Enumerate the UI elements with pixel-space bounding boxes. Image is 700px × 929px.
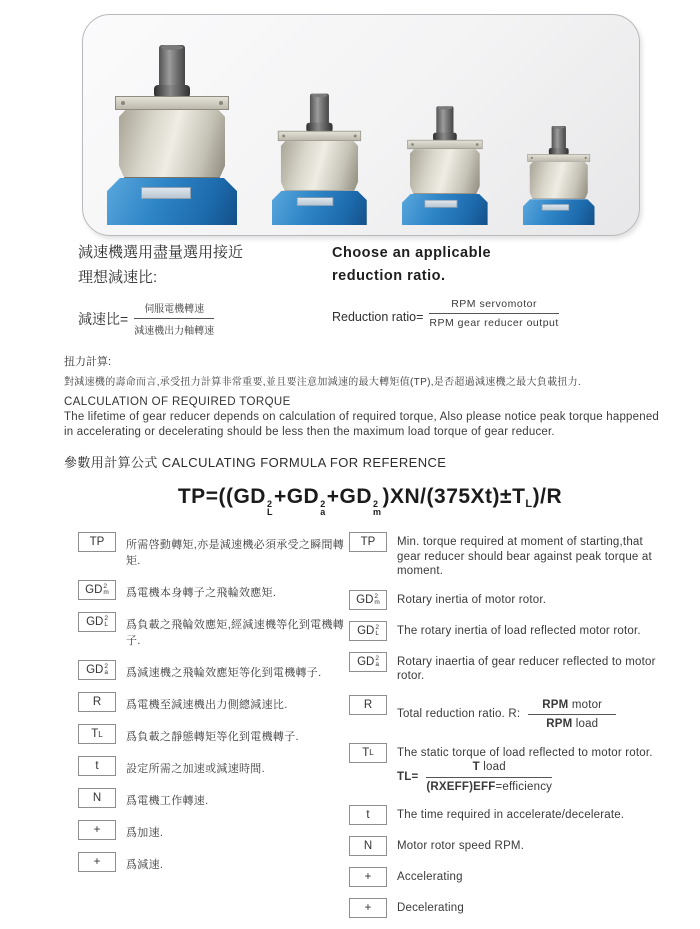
- definition-text-line: 爲電機本身轉子之飛輪效應矩.: [126, 587, 277, 599]
- formula-sup: 2: [373, 499, 379, 509]
- symbol-base: N: [363, 840, 373, 852]
- nameplate-label: [542, 204, 570, 211]
- definition-text: [397, 805, 624, 823]
- gear-reducer-image: [272, 94, 367, 225]
- definition-row: [349, 590, 669, 610]
- symbol-box: [78, 532, 116, 552]
- formula-segment: RPM: [542, 698, 569, 711]
- inline-fraction-line: [397, 698, 616, 732]
- definition-text-line: 所需啓動轉矩,亦是減速機必須承受之瞬間轉矩.: [126, 539, 345, 567]
- symbol-subscript: L: [98, 729, 103, 739]
- fraction-lead-text: Total reduction ratio. R:: [397, 708, 521, 721]
- symbol-box: [78, 756, 116, 776]
- formula-supsub: [373, 500, 382, 516]
- symbol-supsub: [375, 625, 379, 637]
- definition-row: [349, 867, 669, 887]
- torque-body-en: The lifetime of gear reducer depends on calculation of required torque, Also please notice peak torque happened in accelerating or decelerating should be less then the maximum load torque of gear reducer.: [64, 411, 660, 438]
- definition-text-line: The static torque of load reflected to motor rotor.: [397, 746, 653, 759]
- definition-row: [349, 621, 669, 641]
- ratio-formula-zh: [78, 300, 294, 337]
- symbol-box: [349, 621, 387, 641]
- formula-segment: (RXEFF)EFF: [426, 780, 496, 793]
- symbol-base: GD: [86, 616, 104, 628]
- ratio-numerator-en: RPM servomotor: [429, 298, 558, 314]
- symbol-base: N: [92, 792, 102, 804]
- definition-text: [126, 820, 163, 840]
- mounting-flange: [115, 96, 229, 110]
- product-photo-panel: [82, 14, 640, 236]
- ratio-formula-en: [332, 298, 559, 329]
- torque-title-en: CALCULATION OF REQUIRED TORQUE: [64, 396, 291, 408]
- definition-text: [126, 532, 356, 568]
- definitions-section: [64, 532, 676, 929]
- definition-text: [397, 867, 463, 885]
- definition-row: [349, 652, 669, 684]
- gearbox-body: [281, 141, 358, 191]
- definition-row: [78, 756, 356, 776]
- symbol-supsub: [103, 584, 108, 596]
- symbol-subscript: L: [375, 629, 379, 637]
- definition-text-line: 爲減速機之飛輪效應矩等化到電機轉子.: [126, 667, 322, 679]
- symbol-base: +: [93, 856, 101, 868]
- fraction-numerator: [528, 698, 616, 716]
- symbol-base: GD: [85, 584, 103, 596]
- symbol-box: [78, 724, 116, 744]
- mounting-flange: [528, 154, 591, 162]
- definition-text-line: Decelerating: [397, 902, 464, 914]
- ratio-numerator-zh: 伺服電機轉速: [134, 300, 214, 319]
- definition-text: [397, 898, 464, 916]
- definition-text-line: Motor rotor speed RPM.: [397, 840, 525, 852]
- symbol-base: GD: [86, 664, 104, 676]
- definition-text-line: 爲減速.: [126, 859, 164, 871]
- motor-adapter-base: [402, 194, 488, 225]
- gear-reducer-size-1: [107, 45, 237, 225]
- definition-text-line: 爲負載之靜態轉矩等化到電機轉子.: [126, 731, 299, 743]
- fraction-numerator: [426, 760, 552, 778]
- symbol-base: t: [366, 809, 370, 821]
- definition-row: [78, 788, 356, 808]
- gear-reducer-image: [523, 126, 595, 225]
- definition-row: [78, 660, 356, 680]
- gear-reducer-size-4: [523, 126, 595, 225]
- gear-reducer-size-3: [402, 106, 488, 225]
- gear-reducer-photo-row: [83, 45, 639, 225]
- definition-row: [349, 695, 669, 732]
- definition-row: [349, 805, 669, 825]
- symbol-base: R: [92, 696, 102, 708]
- definition-text-line: 爲負載之飛輪效應矩,經減速機等化到電機轉子.: [126, 619, 345, 647]
- definition-text: [126, 724, 299, 744]
- definition-text: [126, 580, 276, 600]
- definition-row: [78, 820, 356, 840]
- symbol-base: GD: [356, 593, 374, 606]
- formula-text: +: [326, 485, 340, 508]
- formula-segment: T: [472, 761, 480, 773]
- motor-adapter-base: [107, 178, 237, 225]
- mounting-flange: [408, 140, 483, 149]
- formula-segment: motor: [568, 698, 603, 711]
- formula-sup: 2: [320, 499, 326, 509]
- symbol-box: [349, 836, 387, 856]
- symbol-box: [78, 660, 116, 680]
- symbol-box: [78, 820, 116, 840]
- formula-subscript: L: [266, 507, 273, 517]
- definition-row: [78, 612, 356, 648]
- formula-text: +: [273, 485, 287, 508]
- formula-text: TP=((: [177, 485, 234, 508]
- definition-text: [397, 743, 653, 795]
- definition-text-line: 爲電機工作轉速.: [126, 795, 209, 807]
- symbol-subscript: m: [374, 598, 380, 606]
- formula-gd-term: GD: [233, 485, 266, 508]
- ratio-fraction-en: [429, 298, 558, 329]
- formula-line: [397, 760, 653, 794]
- symbol-sup: 2: [104, 615, 108, 622]
- torque-title-zh: 扭力計算:: [64, 356, 112, 368]
- intro-heading-zh-line2: 理想減速比:: [78, 269, 158, 286]
- symbol-subscript: L: [104, 621, 108, 628]
- definition-row: [78, 580, 356, 600]
- definition-text-line: 爲電機至減速機出力側總減速比.: [126, 699, 288, 711]
- definition-text-line: 爲加速.: [126, 827, 164, 839]
- formula-section-heading: 參數用計算公式 CALCULATING FORMULA FOR REFERENCE: [64, 455, 447, 470]
- intro-heading-zh-line1: 減速機選用盡量選用接近: [78, 244, 244, 261]
- definition-row: [78, 532, 356, 568]
- ratio-label-zh: 減速比=: [78, 310, 129, 327]
- symbol-box: [349, 652, 387, 672]
- motor-adapter-base: [272, 191, 367, 225]
- symbol-base: T: [91, 728, 99, 740]
- ratio-fraction-zh: [134, 300, 214, 337]
- gearbox-body: [410, 149, 480, 194]
- formula-gd-term: GD: [339, 485, 372, 508]
- definition-text-line: Rotary inaertia of gear reducer reflected to motor rotor.: [397, 655, 656, 682]
- formula-gd-term: GD: [286, 485, 320, 508]
- symbol-box: [349, 867, 387, 887]
- definition-row: [78, 692, 356, 712]
- definition-row: [349, 532, 669, 579]
- fraction: [426, 760, 552, 794]
- formula-text: )/R: [532, 485, 563, 508]
- symbol-base: R: [363, 698, 373, 711]
- definition-text: [397, 532, 669, 579]
- motor-adapter-base: [523, 199, 595, 225]
- symbol-base: +: [364, 902, 372, 914]
- formula-sup: 2: [266, 499, 273, 509]
- definition-text: [397, 652, 669, 684]
- page-content: [64, 240, 676, 929]
- formula-supsub: [320, 500, 326, 516]
- definition-text: [397, 621, 641, 639]
- symbol-box: [349, 532, 387, 552]
- definition-text: [397, 590, 546, 608]
- ratio-label-en: Reduction ratio=: [332, 309, 424, 324]
- symbol-subscript: a: [104, 669, 108, 676]
- formula-subscript: L: [525, 498, 533, 510]
- symbol-base: TP: [89, 536, 105, 548]
- definition-row: [78, 852, 356, 872]
- symbol-base: GD: [357, 655, 375, 668]
- ratio-denominator-zh: 減速機出力軸轉速: [134, 326, 215, 337]
- symbol-sup: 2: [104, 663, 108, 670]
- symbol-sup: 2: [103, 583, 108, 590]
- symbol-base: GD: [357, 624, 375, 637]
- fraction-denominator: [426, 778, 552, 795]
- definition-row: [349, 836, 669, 856]
- definition-text-line: Accelerating: [397, 871, 463, 883]
- symbol-box: [78, 788, 116, 808]
- nameplate-label: [297, 197, 334, 206]
- symbol-box: [78, 612, 116, 632]
- formula-segment: load: [572, 718, 599, 730]
- definition-text: [397, 836, 524, 854]
- definition-text-line: 設定所需之加速或減速時間.: [126, 763, 265, 775]
- definitions-chinese-column: [64, 532, 356, 929]
- intro-english-column: [332, 240, 559, 337]
- symbol-box: [349, 805, 387, 825]
- definition-text: [126, 612, 356, 648]
- definition-row: [349, 743, 669, 795]
- definition-text: [126, 788, 208, 808]
- symbol-box: [78, 580, 116, 600]
- symbol-box: [78, 692, 116, 712]
- symbol-supsub: [374, 594, 379, 606]
- formula-segment: RPM: [546, 718, 573, 730]
- formula-segment: =efficiency: [495, 780, 553, 793]
- torque-calculation-section: [64, 353, 676, 440]
- definition-text: [126, 692, 288, 712]
- torque-formula: [64, 485, 676, 516]
- definition-text-line: The time required in accelerate/decelerate.: [397, 809, 625, 821]
- symbol-base: +: [364, 871, 372, 883]
- definition-text-line: The rotary inertia of load reflected motor rotor.: [397, 624, 641, 637]
- definition-text: [397, 695, 616, 732]
- mounting-flange: [278, 131, 361, 141]
- definition-row: [349, 898, 669, 918]
- symbol-subscript: L: [369, 748, 374, 757]
- symbol-supsub: [104, 616, 108, 628]
- formula-segment: TL=: [397, 770, 419, 783]
- symbol-supsub: [104, 664, 108, 676]
- symbol-base: +: [93, 824, 101, 836]
- definition-text: [126, 852, 163, 872]
- symbol-base: T: [362, 746, 370, 759]
- intro-heading-en-line1: Choose an applicable: [332, 245, 492, 261]
- gearbox-body: [530, 162, 588, 199]
- definitions-english-column: [349, 532, 669, 929]
- nameplate-label: [141, 187, 191, 199]
- definition-text-line: Min. torque required at moment of starting,that gear reducer should bear against peak torque at moment.: [397, 536, 652, 577]
- fraction-denominator: [528, 715, 616, 732]
- symbol-box: [349, 743, 387, 763]
- symbol-supsub: [375, 656, 379, 668]
- formula-supsub: [267, 500, 273, 516]
- symbol-box: [78, 852, 116, 872]
- intro-heading-en-line2: reduction ratio.: [332, 268, 446, 284]
- formula-lead: [397, 770, 418, 785]
- intro-section: [64, 240, 676, 337]
- symbol-box: [349, 590, 387, 610]
- formula-text: )XN/(375Xt)±T: [382, 485, 526, 508]
- gear-reducer-image: [107, 45, 237, 225]
- gear-reducer-image: [402, 106, 488, 225]
- formula-segment: load: [479, 761, 506, 773]
- torque-body-zh: 對減速機的壽命而言,承受扭力計算非常重要,並且要注意加減速的最大轉矩值(TP),是否超過減速機之最大負載扭力.: [64, 377, 582, 388]
- symbol-sup: 2: [375, 654, 379, 662]
- gear-reducer-size-2: [272, 94, 367, 225]
- symbol-subscript: m: [103, 589, 109, 596]
- intro-chinese-column: [64, 240, 294, 337]
- symbol-base: TP: [360, 536, 376, 548]
- definition-row: [78, 724, 356, 744]
- formula-subscript: a: [320, 507, 326, 517]
- nameplate-label: [425, 200, 458, 208]
- definition-text: [126, 660, 321, 680]
- fraction: [528, 698, 616, 732]
- definition-text: [126, 756, 265, 776]
- symbol-subscript: a: [375, 660, 379, 668]
- definition-text-line: Rotary inertia of motor rotor.: [397, 593, 547, 606]
- ratio-denominator-en: RPM gear reducer output: [429, 317, 559, 329]
- gearbox-body: [119, 110, 225, 178]
- symbol-box: [349, 695, 387, 715]
- symbol-sup: 2: [375, 623, 379, 631]
- symbol-sup: 2: [374, 592, 379, 600]
- formula-subscript: m: [373, 507, 382, 517]
- symbol-box: [349, 898, 387, 918]
- symbol-base: t: [95, 760, 99, 772]
